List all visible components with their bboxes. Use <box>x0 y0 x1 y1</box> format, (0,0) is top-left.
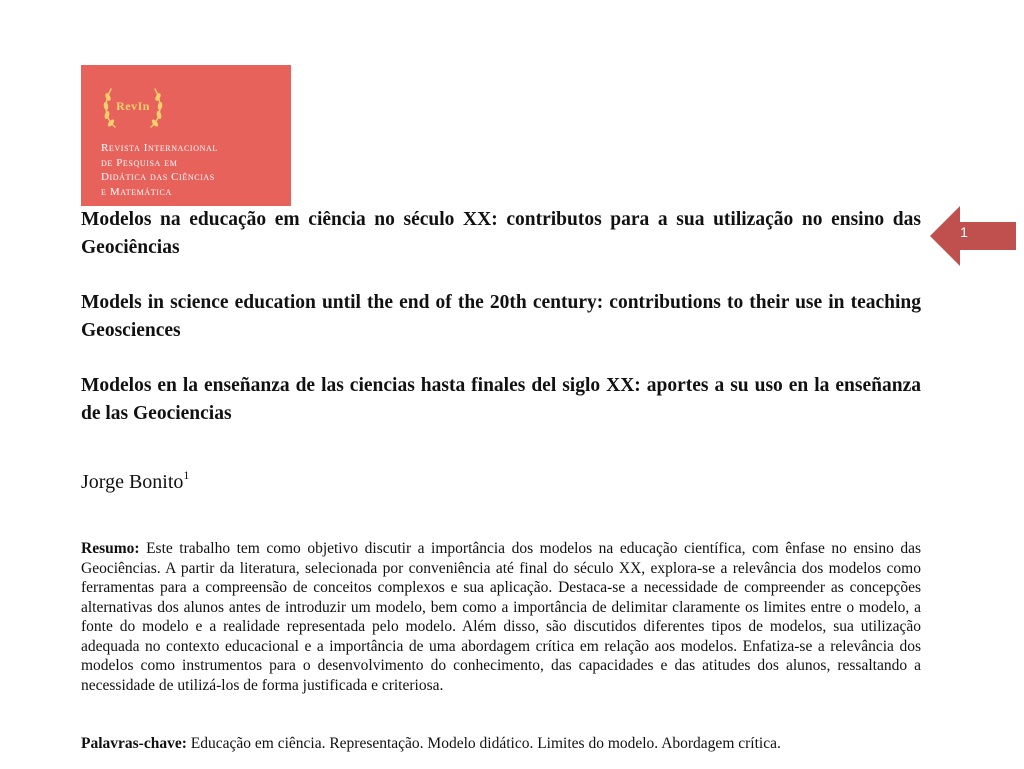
laurel-wreath-icon <box>99 79 167 135</box>
author <box>81 468 189 496</box>
abstract-text: Este trabalho tem como objetivo discutir a importância dos modelos na educação científica, com ênfase no ensino das Geociências. A partir da literatura, selecionada por conveniência até final do século XX, explora-se a relevância dos modelos como ferramentas para a compreensão de conceitos complexos e sua aplicação. Destaca-se a necessidade de compreender as concepções alternativas dos alunos antes de introduzir um modelo, bem como a importância de delimitar claramente os limites entre o modelo, a fonte do modelo e a realidade representada pelo modelo. Além disso, são discutidos diferentes tipos de modelos, sua utilização adequada no contexto educacional e a importância de uma abordagem crítica em relação aos modelos. Enfatiza-se a relevância dos modelos como instrumentos para o desenvolvimento do conhecimento, das capacidades e das atitudes dos alunos, ressaltando a necessidade de utilizá-los de forma justificada e criteriosa. <box>81 540 922 694</box>
keywords <box>81 734 931 754</box>
title-portuguese: Modelos na educação em ciência no século XX: contributos para a sua utilização no ensino das Geociências <box>81 209 921 258</box>
title-spanish: Modelos en la enseñanza de las ciencias hasta finales del siglo XX: aportes a su uso en la enseñanza de las Geociencias <box>81 375 921 424</box>
abstract-label: Resumo: <box>81 540 140 557</box>
journal-name-line: Revista Internacional <box>101 142 218 154</box>
journal-abbreviation: RevIn <box>116 99 150 113</box>
keywords-label: Palavras-chave: <box>81 735 187 752</box>
journal-name <box>101 141 286 199</box>
affiliation-mark: 1 <box>183 468 190 482</box>
author-name: Jorge Bonito <box>81 471 184 493</box>
keywords-text: Educação em ciência. Representação. Modelo didático. Limites do modelo. Abordagem crítica. <box>190 735 781 752</box>
page-number: 1 <box>960 224 968 240</box>
page-number-marker <box>930 206 1016 266</box>
abstract <box>81 539 921 695</box>
journal-name-line: Didática das Ciências <box>101 171 215 183</box>
journal-logo <box>81 65 291 206</box>
title-english: Models in science education until the end of the 20th century: contributions to their use in teaching Geosciences <box>81 292 921 341</box>
journal-name-line: de Pesquisa em <box>101 156 178 169</box>
journal-name-line: e Matemática <box>101 185 172 198</box>
